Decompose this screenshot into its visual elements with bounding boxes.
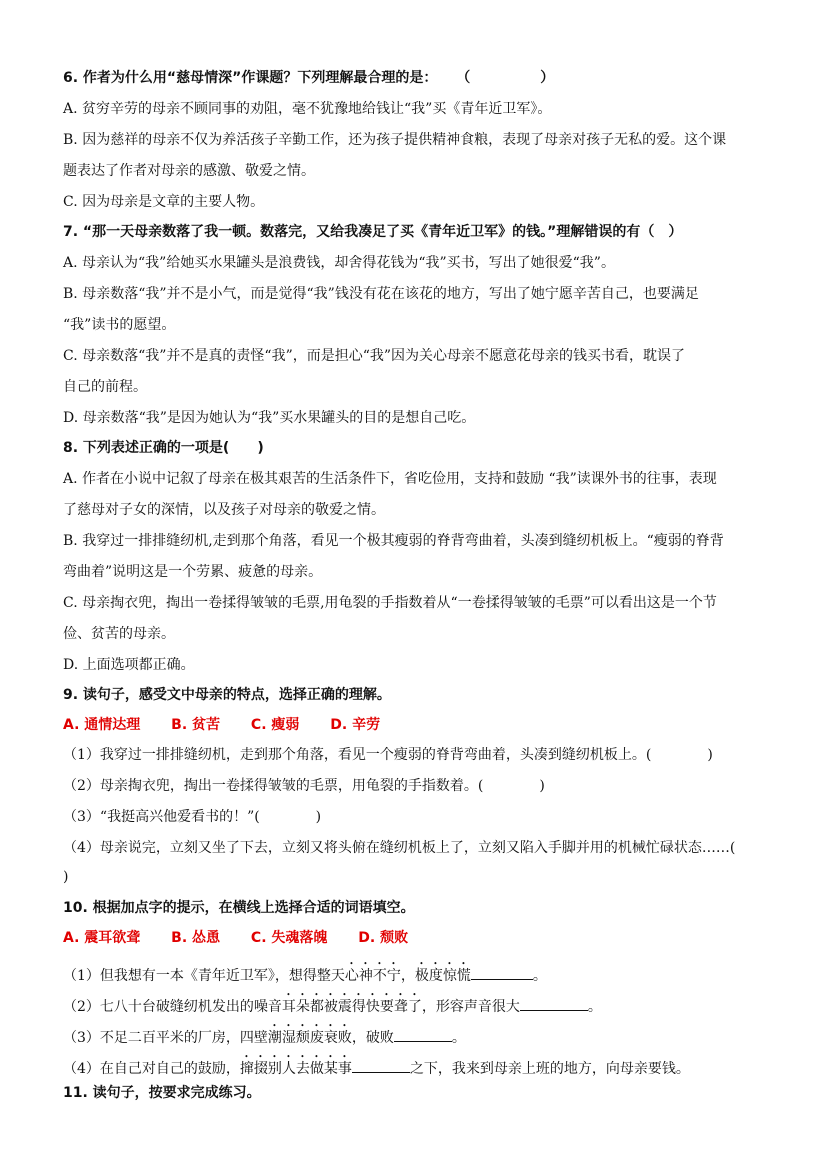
q7-option-c-line2: 自己的前程。: [63, 379, 147, 395]
q10-sentence-2: （2）七八十台破缝纫机发出的噪音耳朵都被震得快要聋了，形容声音很大 。: [63, 991, 770, 1016]
q9-option-d: D. 辛劳: [330, 717, 381, 733]
fill-blank[interactable]: [394, 1027, 452, 1042]
q8-option-c-line2: 俭、贫苦的母亲。: [63, 626, 175, 642]
q10-option-c: C. 失魂落魄: [250, 930, 328, 946]
q7-option-b-line2: “我”读书的愿望。: [63, 317, 176, 333]
q10-sentence-3: （3）不足二百平米的厂房，四壁潮湿颓废衰败，破败 。: [63, 1022, 770, 1047]
q8-option-a-line2: 了慈母对子女的深情，以及孩子对母亲的敬爱之情。: [63, 502, 385, 518]
q7-option-c-line1: C. 母亲数落“我”并不是真的责怪“我”，而是担心“我”因为关心母亲不愿意花母亲的钱买书看，耽误了: [63, 348, 686, 364]
q9-options: [63, 716, 770, 734]
q6-option-b-line2: 题表达了作者对母亲的感激、敬爱之情。: [63, 163, 315, 179]
dotted-hint: 心神不宁，极度惊慌: [344, 968, 471, 984]
q10-option-b: B. 怂恿: [171, 930, 221, 946]
q8-option-b-line1: B. 我穿过一排排缝纫机,走到那个角落，看见一个极其瘦弱的脊背弯曲着，头凑到缝纫机板上。“瘦弱的脊背: [63, 533, 724, 549]
q10-sentence-1: （1）但我想有一本《青年近卫军》，想得整天心神不宁，极度惊慌 。: [63, 960, 770, 985]
dotted-hint: 耳朵都被震得快要聋了: [281, 999, 422, 1015]
question-7-stem: 7. “那一天母亲数落了我一顿。数落完，又给我凑足了买《青年近卫军》的钱。”理解错误的有（ ）: [63, 224, 683, 240]
q9-sentence-3: （3）“我挺高兴他爱看书的！”( ): [63, 809, 322, 825]
q10-sentence-4: （4）在自己对自己的鼓励，撺掇别人去做某事 之下，我来到母亲上班的地方，向母亲要钱。: [63, 1053, 770, 1078]
q9-option-b: B. 贫苦: [171, 717, 221, 733]
q9-option-a: A. 通情达理: [63, 717, 141, 733]
q7-option-d: D. 母亲数落“我”是因为她认为“我”买水果罐头的目的是想自己吃。: [63, 410, 476, 426]
fill-blank[interactable]: [471, 965, 533, 980]
q9-sentence-1: （1）我穿过一排排缝纫机，走到那个角落，看见一个瘦弱的脊背弯曲着，头凑到缝纫机板上。( ): [63, 747, 713, 763]
q9-sentence-4-line1: （4）母亲说完，立刻又坐了下去，立刻又将头俯在缝纫机板上了，立刻又陷入手脚并用的机械忙碌状态……(: [63, 840, 736, 856]
q8-option-c-line1: C. 母亲掏衣兜，掏出一卷揉得皱皱的毛票,用龟裂的手指数着从“一卷揉得皱皱的毛票”可以看出这是一个节: [63, 595, 717, 611]
q10-options: [63, 929, 770, 947]
q8-option-a-line1: A. 作者在小说中记叙了母亲在极其艰苦的生活条件下，省吃俭用，支持和鼓励 “我”读课外书的往事，表现: [63, 471, 717, 487]
q7-option-a: A. 母亲认为“我”给她买水果罐头是浪费钱，却舍得花钱为“我”买书，写出了她很爱“我”。: [63, 255, 615, 271]
q8-option-b-line2: 弯曲着”说明这是一个劳累、疲惫的母亲。: [63, 564, 323, 580]
dotted-hint: 潮湿颓废衰败: [267, 1030, 352, 1046]
dotted-hint: 撺掇别人去做某事: [239, 1061, 352, 1077]
q6-option-a: A. 贫穷辛劳的母亲不顾同事的劝阻，毫不犹豫地给钱让“我”买《青年近卫军》。: [63, 101, 552, 117]
q6-option-b-line1: B. 因为慈祥的母亲不仅为养活孩子辛勤工作，还为孩子提供精神食粮，表现了母亲对孩子无私的爱。这个课: [63, 132, 727, 148]
q9-sentence-4-line2: ): [63, 869, 69, 885]
fill-blank[interactable]: [352, 1058, 410, 1073]
q8-option-d: D. 上面选项都正确。: [63, 657, 195, 673]
q6-option-c: C. 因为母亲是文章的主要人物。: [63, 194, 265, 210]
question-8-stem: 8. 下列表述正确的一项是( ): [63, 440, 264, 456]
q10-option-d: D. 颓败: [358, 930, 409, 946]
fill-blank[interactable]: [520, 996, 588, 1011]
q9-sentence-2: （2）母亲掏衣兜，掏出一卷揉得皱皱的毛票，用龟裂的手指数着。( ): [63, 778, 545, 794]
q9-option-c: C. 瘦弱: [250, 717, 300, 733]
q10-option-a: A. 震耳欲聋: [63, 930, 141, 946]
question-6-stem: 6. 作者为什么用“慈母情深”作课题？下列理解最合理的是： （ ）: [63, 70, 555, 86]
question-10-stem: 10. 根据加点字的提示，在横线上选择合适的词语填空。: [63, 900, 415, 916]
question-11-stem: 11. 读句子，按要求完成练习。: [63, 1085, 261, 1101]
q7-option-b-line1: B. 母亲数落“我”并不是小气，而是觉得“我”钱没有花在该花的地方，写出了她宁愿辛苦自己，也要满足: [63, 286, 699, 302]
question-9-stem: 9. 读句子，感受文中母亲的特点，选择正确的理解。: [63, 687, 391, 703]
answer-paren[interactable]: （ ）: [456, 70, 555, 86]
